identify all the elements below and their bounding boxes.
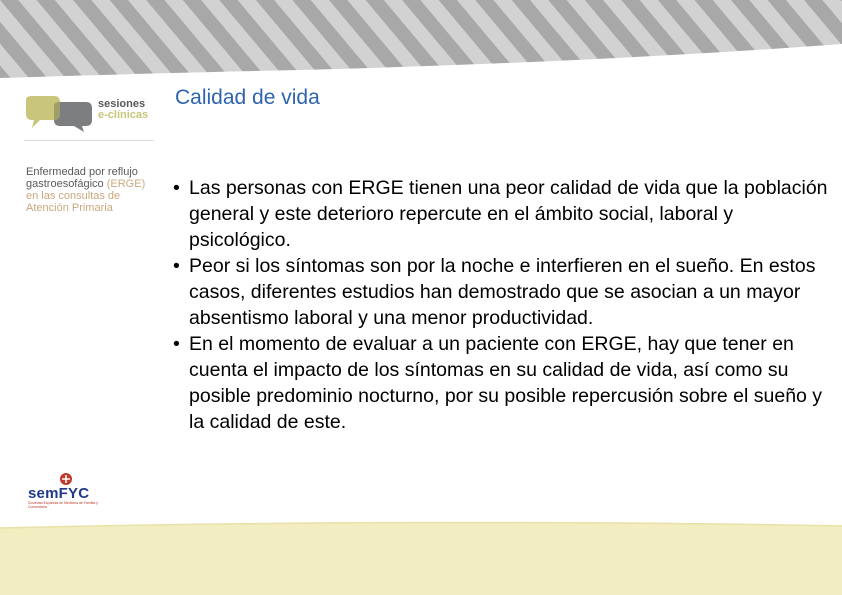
subtitle-line2-dark: gastroesofágico: [26, 178, 104, 190]
subtitle-line2: [26, 178, 166, 190]
bullet-item: [173, 175, 838, 253]
logo-line2: e-clínicas: [98, 109, 149, 121]
diagonal-stripe-header: [0, 0, 842, 78]
bullet-text: Peor si los síntomas son por la noche e interfieren en el sueño. En estos casos, diferentes estudios han demostrado que se asocian a un mayor absentismo laboral y una menor productividad.: [189, 255, 816, 329]
sesiones-logo-icon: [24, 96, 96, 132]
bullet-item: [173, 253, 838, 331]
sidebar-divider: [24, 140, 154, 141]
course-subtitle: [26, 166, 166, 214]
semfyc-emblem-icon: [26, 472, 106, 486]
semfyc-tagline: Sociedad Española de Medicina de Familia y Comunitaria: [28, 501, 98, 509]
bullet-text: En el momento de evaluar a un paciente con ERGE, hay que tener en cuenta el impacto de los síntomas en su calidad de vida, así como su posible predominio nocturno, por su posible repercusión sobre el sueño y la calidad de este.: [189, 333, 823, 433]
bullet-dot: •: [173, 177, 180, 199]
bullet-text: Las personas con ERGE tienen una peor calidad de vida que la población general y este deterioro repercute en el ámbito social, laboral y psicológico.: [189, 177, 828, 251]
logo-line1: sesiones: [98, 98, 146, 110]
slide-body: [173, 175, 838, 435]
bullet-dot: •: [173, 333, 180, 355]
bullet-item: [173, 331, 838, 435]
slide-title: Calidad de vida: [175, 86, 320, 109]
bottom-band: [0, 520, 842, 595]
subtitle-line1: Enfermedad por reflujo: [26, 166, 138, 178]
subtitle-line4: Atención Primaria: [26, 202, 113, 214]
bullet-dot: •: [173, 255, 180, 277]
subtitle-line3: en las consultas de: [26, 190, 121, 202]
semfyc-logo-text: semFYC: [28, 485, 90, 502]
subtitle-line2-light: (ERGE): [106, 178, 146, 190]
sesiones-logo-text: [98, 99, 148, 121]
